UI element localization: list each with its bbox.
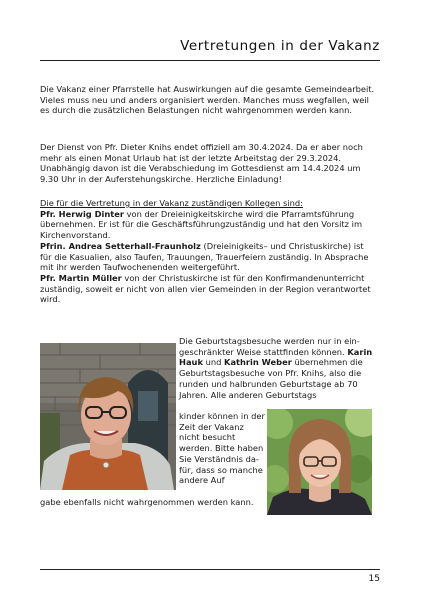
representatives-heading: Die für die Vertretung in der Vakanz zuständigen Kollegen sind: [40, 198, 303, 208]
representative-role: von der Dreieinigkeitskirche wird die Pfarramtsführung übernehmen. Er ist für die Geschäftsführungzuständig und hat den Vorsitz im Kirchenvorstand. [40, 208, 363, 241]
birthday-intro: Die Geburtstagsbesuche werden nur in eingeschränkter Weise stattfinden können. [179, 336, 360, 357]
farewell-paragraph: Der Dienst von Pfr. Dieter Knihs endet offiziell am 30.4.2024. Da er aber noch mehr als einen Monat Urlaub hat ist der letzte Arbeitstag der 29.3.2024. Unabhängig davon ist die Verabschiedung im Gottesdienst am 14.4.2024 um 9.30 Uhr in der Auferstehungskirche. Herzliche Einladung! [40, 142, 363, 185]
page-title: Vertretungen in der Vakanz [180, 38, 380, 54]
birthday-text-end: gabe ebenfalls nicht wahrgenommen werden kann. [40, 497, 254, 507]
representatives-section [40, 198, 376, 305]
footer-divider [40, 569, 380, 570]
representative-name: Pfr. Herwig Dinter [40, 208, 124, 219]
representative-role: (Dreieinigkeits– und Christuskirche) ist für die Kasualien, also Taufen, Trauungen, Trauerfeiern zuständig. In Absprache mit ihr werden Taufwochenenden weitergeführt. [40, 240, 369, 273]
representative-name: Pfr. Martin Müller [40, 272, 122, 283]
representative-name: Pfrin. Andrea Setterhall-Fraunholz [40, 240, 201, 251]
representative-item [40, 273, 376, 305]
representative-item [40, 241, 376, 273]
photo-karin-hauk [40, 343, 176, 490]
visitor-name-kathrin: Kathrin Weber [224, 357, 292, 368]
header-divider [40, 60, 380, 61]
visitor-name-karin: Karin Hauk [179, 346, 373, 368]
intro-paragraph: Die Vakanz einer Pfarrstelle hat Auswirkungen auf die gesamte Gemeindearbeit. Vieles muss neu und anders organisiert werden. Manches muss wegfallen, weil es durch die zusätzlichen Belastungen nicht wahrgenommen werden kann. [40, 84, 375, 116]
representative-item [40, 209, 376, 241]
page-number: 15 [368, 574, 380, 584]
birthday-and: und [202, 357, 225, 368]
birthday-text-top [179, 336, 379, 400]
photo-kathrin-weber [267, 409, 372, 515]
birthday-text-middle: kinder können in der Zeit der Vakanz nicht besucht werden. Bitte haben Sie Verständnis dafür, dass so manche andere Auf [179, 411, 265, 486]
representative-role: von der Christuskirche ist für den Konfirmandenunterricht zuständig, soweit er nicht von allen vier Gemeinden in der Region verantwortet wird. [40, 272, 371, 305]
birthday-details: übernehmen die Geburtstagsbesuche von Pfr. Knihs, also die runden und halbrunden Geburtstage ab 70 Jahren. Alle anderen Geburtstags [179, 357, 363, 400]
